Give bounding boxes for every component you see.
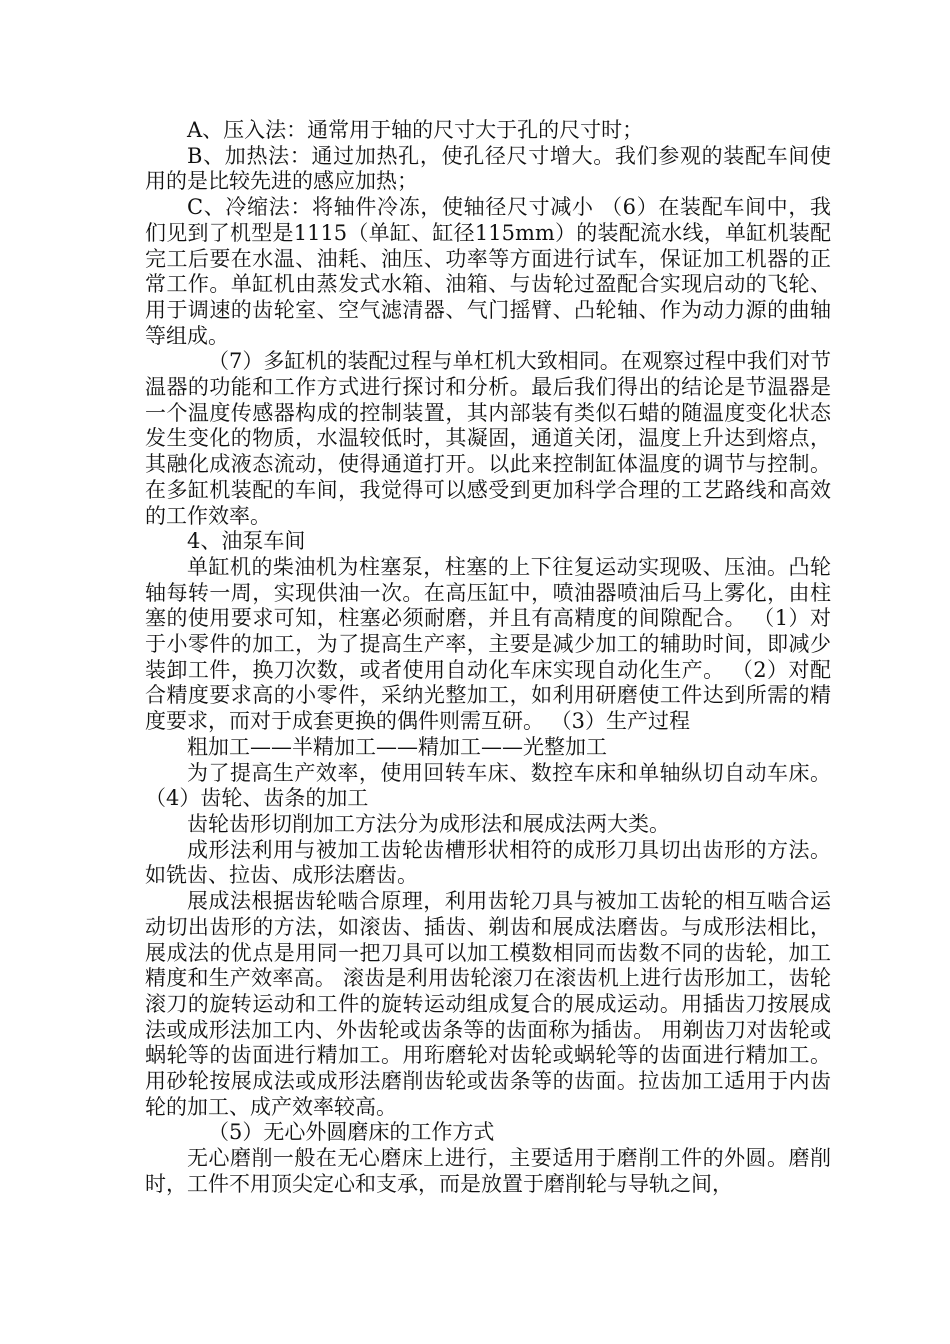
paragraph-press-fit: A、压入法：通常用于轴的尺寸大于孔的尺寸时； bbox=[187, 118, 644, 142]
body-text bbox=[145, 118, 831, 1198]
paragraph-heating-fit: B、加热法：通过加热孔，使孔径尺寸增大。我们参观的装配车间使用的是比较先进的感应加热； bbox=[145, 143, 831, 194]
paragraph-process-flow: 粗加工——半精加工——精加工——光整加工 bbox=[187, 734, 607, 759]
paragraph-multi-cylinder: （7）多缸机的装配过程与单杠机大致相同。在观察过程中我们对节温器的功能和工作方式进行探讨和分析。最后我们得出的结论是节温器是一个温度传感器构成的控制装置，其内部装有类似石蜡的随温度变化状态发生变化的物质，水温较低时，其凝固，通道关闭，温度上升达到熔点，其融化成液态流动，使得通道打开。以此来控制缸体温度的调节与控制。在多缸机装配的车间，我觉得可以感受到更加科学合理的工艺路线和高效的工作效率。 bbox=[145, 349, 831, 528]
paragraph-lathes: 为了提高生产效率，使用回转车床、数控车床和单轴纵切自动车床。 （4）齿轮、齿条的加工 bbox=[145, 760, 831, 811]
paragraph-generating-method: 展成法根据齿轮啮合原理，利用齿轮刀具与被加工齿轮的相互啮合运动切出齿形的方法，如滚齿、插齿、剃齿和展成法磨齿。与成形法相比，展成法的优点是用同一把刀具可以加工模数相同而齿数不同的齿轮，加工精度和生产效率高。 滚齿是利用齿轮滚刀在滚齿机上进行齿形加工，齿轮滚刀的旋转运动和工件的旋转运动组成复合的展成运动。用插齿刀按展成法或成形法加工内、外齿轮或齿条等的齿面称为插齿。 用剃齿刀对齿轮或蜗轮等的齿面进行精加工。用珩磨轮对齿轮或蜗轮等的齿面进行精加工。用砂轮按展成法或成形法磨削齿轮或齿条等的齿面。拉齿加工适用于内齿轮的加工、成产效率较高。 bbox=[145, 889, 831, 1119]
section-heading-oil-pump: 4、油泵车间 bbox=[187, 529, 306, 554]
paragraph-cooling-fit: C、冷缩法：将轴件冷冻，使轴径尺寸减小 （6）在装配车间中，我们见到了机型是1115（单缸、缸径115mm）的装配流水线，单缸机装配完工后要在水温、油耗、油压、功率等方面进行试车，保证加工机器的正常工作。单缸机由蒸发式水箱、油箱、与齿轮过盈配合实现启动的飞轮、用于调速的齿轮室、空气滤清器、气门摇臂、凸轮轴、作为动力源的曲轴等组成。 bbox=[145, 195, 831, 348]
paragraph-plunger-pump: 单缸机的柴油机为柱塞泵，柱塞的上下往复运动实现吸、压油。凸轮轴每转一周，实现供油一次。在高压缸中，喷油器喷油后马上雾化，由柱塞的使用要求可知，柱塞必须耐磨，并且有高精度的间隙配合。 （1）对于小零件的加工，为了提高生产率，主要是减少加工的辅助时间，即减少装卸工件，换刀次数，或者使用自动化车床实现自动化生产。 （2）对配合精度要求高的小零件，采纳光整加工，如利用研磨使工件达到所需的精度要求，而对于成套更换的偶件则需互研。 （3）生产过程 bbox=[145, 554, 831, 734]
paragraph-forming-method: 成形法利用与被加工齿轮齿槽形状相符的成形刀具切出齿形的方法。如铣齿、拉齿、成形法磨齿。 bbox=[145, 837, 831, 888]
paragraph-centerless-grinding: 无心磨削一般在无心磨床上进行，主要适用于磨削工件的外圆。磨削时，工件不用顶尖定心和支承，而是放置于磨削轮与导轨之间， bbox=[145, 1146, 831, 1196]
paragraph-gear-methods: 齿轮齿形切削加工方法分为成形法和展成法两大类。 bbox=[187, 811, 670, 836]
section-heading-centerless-grinder: （5）无心外圆磨床的工作方式 bbox=[208, 1120, 495, 1145]
